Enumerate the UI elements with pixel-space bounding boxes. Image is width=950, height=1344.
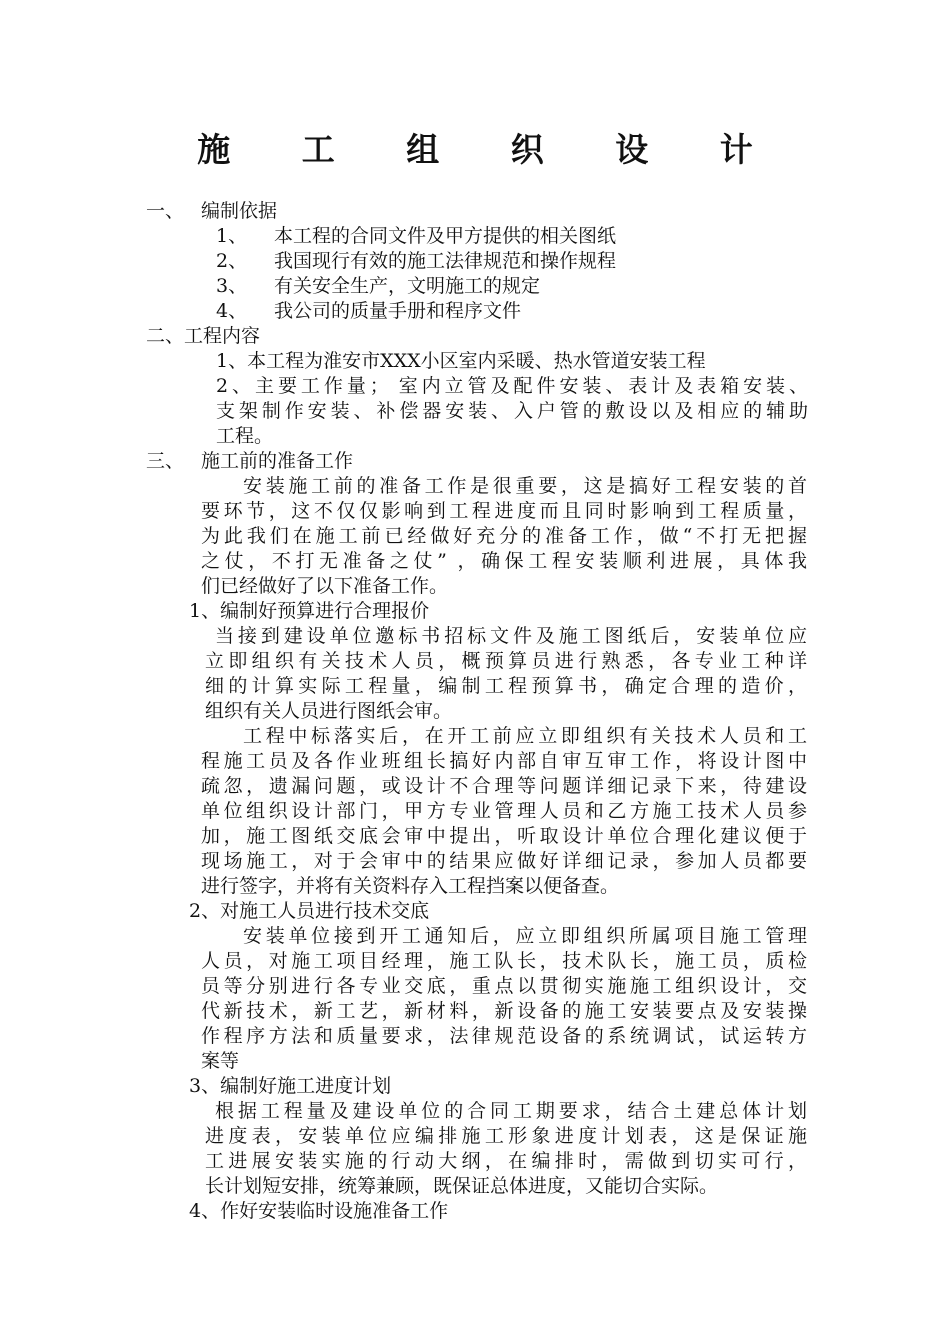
section-3-intro-line: 之仗，不打无准备之仗” ，确保工程安装顺利进展，具体我 bbox=[201, 550, 807, 572]
subsection-2-para-line: 安装单位接到开工通知后，应立即组织所属项目施工管理 bbox=[243, 925, 807, 947]
section-2-line: 支架制作安装、补偿器安装、入户管的敷设以及相应的辅助 bbox=[216, 400, 808, 422]
section-1-item-4-text: 我公司的质量手册和程序文件 bbox=[274, 300, 522, 322]
section-3-heading: 施工前的准备工作 bbox=[201, 450, 354, 472]
subsection-2-para-line: 员等分别进行各专业交底，重点以贯彻实施施工组织设计，交 bbox=[201, 975, 807, 997]
subsection-4-heading: 4、作好安装临时设施准备工作 bbox=[189, 1200, 449, 1222]
section-1-item-4-number: 4、 bbox=[216, 300, 248, 322]
section-3-number: 三、 bbox=[146, 450, 185, 472]
subsection-1-para2-line: 工程中标落实后，在开工前应立即组织有关技术人员和工 bbox=[243, 725, 807, 747]
subsection-1-para2-line: 进行签字，并将有关资料存入工程挡案以便备查。 bbox=[201, 875, 620, 897]
subsection-3-heading: 3、编制好施工进度计划 bbox=[189, 1075, 392, 1097]
section-1-item-1-number: 1、 bbox=[216, 225, 248, 247]
subsection-2-para-line: 作程序方法和质量要求，法律规范设备的系统调试，试运转方 bbox=[201, 1025, 807, 1047]
section-1-number: 一、 bbox=[146, 200, 185, 222]
section-2-line: 1、本工程为淮安市XXX小区室内采暖、热水管道安装工程 bbox=[216, 350, 706, 372]
section-3-intro-line: 为此我们在施工前已经做好充分的准备工作，做“不打无把握 bbox=[201, 525, 807, 547]
subsection-1-para1-line: 立即组织有关技术人员，概预算员进行熟悉，各专业工种详 bbox=[205, 650, 807, 672]
subsection-3-para-line: 进度表，安装单位应编排施工形象进度计划表，这是保证施 bbox=[205, 1125, 807, 1147]
subsection-1-para2-line: 加，施工图纸交底会审中提出，听取设计单位合理化建议便于 bbox=[201, 825, 807, 847]
subsection-1-para2-line: 程施工员及各作业班组长搞好内部自审互审工作，将设计图中 bbox=[201, 750, 807, 772]
section-1-heading: 编制依据 bbox=[201, 200, 278, 222]
document-title: 施 工 组 织 设 计 bbox=[197, 130, 783, 169]
section-1-item-1-text: 本工程的合同文件及甲方提供的相关图纸 bbox=[274, 225, 617, 247]
subsection-3-para-line: 长计划短安排，统筹兼顾，既保证总体进度，又能切合实际。 bbox=[205, 1175, 719, 1197]
section-1-item-3-text: 有关安全生产，文明施工的规定 bbox=[274, 275, 541, 297]
subsection-1-para1-line: 当接到建设单位邀标书招标文件及施工图纸后，安装单位应 bbox=[215, 625, 807, 647]
subsection-1-para2-line: 单位组织设计部门，甲方专业管理人员和乙方施工技术人员参 bbox=[201, 800, 807, 822]
section-3-intro-line: 要环节，这不仅仅影响到工程进度而且同时影响到工程质量， bbox=[201, 500, 807, 522]
subsection-2-heading: 2、对施工人员进行技术交底 bbox=[189, 900, 430, 922]
subsection-1-para1-line: 细的计算实际工程量，编制工程预算书，确定合理的造价， bbox=[205, 675, 807, 697]
section-1-item-3-number: 3、 bbox=[216, 275, 248, 297]
subsection-2-para-line: 人员，对施工项目经理，施工队长，技术队长，施工员，质检 bbox=[201, 950, 807, 972]
section-2-line: 2、主要工作量； 室内立管及配件安装、表计及表箱安装、 bbox=[216, 375, 808, 397]
subsection-3-para-line: 工进展安装实施的行动大纲，在编排时，需做到切实可行， bbox=[205, 1150, 807, 1172]
section-2-line: 工程。 bbox=[216, 425, 274, 447]
section-1-item-2-number: 2、 bbox=[216, 250, 248, 272]
subsection-1-para1-line: 组织有关人员进行图纸会审。 bbox=[205, 700, 453, 722]
section-2-heading: 二、工程内容 bbox=[146, 325, 261, 347]
subsection-1-para2-line: 疏忽，遗漏问题，或设计不合理等问题详细记录下来，待建设 bbox=[201, 775, 807, 797]
section-3-intro-line: 们已经做好了以下准备工作。 bbox=[201, 575, 449, 597]
subsection-1-heading: 1、编制好预算进行合理报价 bbox=[189, 600, 430, 622]
section-1-item-2-text: 我国现行有效的施工法律规范和操作规程 bbox=[274, 250, 617, 272]
subsection-2-para-line: 代新技术，新工艺，新材料，新设备的施工安装要点及安装操 bbox=[201, 1000, 807, 1022]
section-3-intro-line: 安装施工前的准备工作是很重要，这是搞好工程安装的首 bbox=[243, 475, 807, 497]
subsection-3-para-line: 根据工程量及建设单位的合同工期要求，结合土建总体计划 bbox=[215, 1100, 807, 1122]
subsection-1-para2-line: 现场施工，对于会审中的结果应做好详细记录，参加人员都要 bbox=[201, 850, 807, 872]
subsection-2-para-line: 案等 bbox=[201, 1050, 240, 1072]
